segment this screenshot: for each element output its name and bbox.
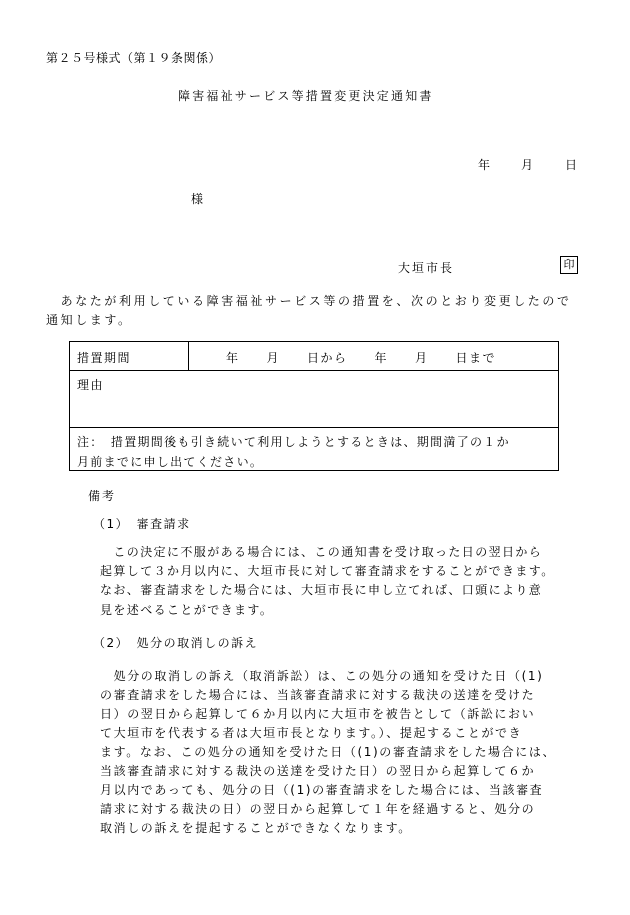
date-day-label: 日 (565, 158, 578, 172)
section1-line: 起算して３か月以内に、大垣市長に対して審査請求をすることができます。 (100, 564, 555, 579)
document-title: 障害福祉サービス等措置変更決定通知書 (178, 89, 434, 103)
section2-line: の審査請求をした場合には、当該審査請求に対する裁決の送達を受けた (100, 688, 536, 702)
date-year-label: 年 (478, 158, 491, 172)
section2-line: 取消しの訴えを提起することができなくなります。 (100, 821, 412, 835)
period-label: 措置期間 (77, 351, 132, 365)
period-row (70, 342, 558, 371)
section2-line: 当該審査請求に対する裁決の送達を受けた日）の翌日から起算して６か (100, 764, 536, 778)
section2-line: て大垣市を代表する者は大垣市長となります。）、提起することができ (100, 726, 523, 740)
form-number: 第２５号様式（第１９条関係） (46, 51, 222, 65)
lead-line: あなたが利用している障害福祉サービス等の措置を、次のとおり変更したので (46, 294, 572, 308)
section2-heading: （2） 処分の取消しの訴え (93, 636, 259, 650)
seal-box: 印 (560, 256, 578, 274)
section2-line: 処分の取消しの訴え（取消訴訟）は、この処分の通知を受けた日（(1) (100, 669, 544, 683)
lead-paragraph (46, 292, 572, 330)
remarks-heading: 備考 (88, 489, 117, 503)
section2-line: ます。なお、この処分の通知を受けた日（(1)の審査請求をした場合には、 (100, 745, 557, 759)
section1-heading: （1） 審査請求 (93, 517, 191, 531)
addressee-suffix: 様 (191, 192, 204, 206)
issuer-name: 大垣市長 (398, 261, 455, 275)
period-value: 年 月 日から 年 月 日まで (226, 351, 497, 365)
note-line: 月前までに申し出てください。 (77, 455, 264, 469)
section1-line: 見を述べることができます。 (100, 602, 274, 617)
section2-line: 月以内であっても、処分の日（(1)の審査請求をした場合には、当該審査 (100, 783, 544, 797)
lead-line: 通知します。 (46, 313, 133, 327)
date-month-label: 月 (521, 158, 534, 172)
section1-line: この決定に不服がある場合には、この通知書を受け取った日の翌日から (100, 545, 543, 559)
measure-table (69, 341, 559, 471)
period-divider (188, 342, 189, 370)
table-note (77, 432, 510, 472)
reason-label: 理由 (77, 378, 105, 392)
section1-line: なお、審査請求をした場合には、大垣市長に申し立てれば、口頭により意 (100, 583, 543, 598)
section1-paragraph (100, 543, 555, 620)
section2-line: 日）の翌日から起算して６か月以内に大垣市を被告として（訴訟におい (100, 707, 536, 721)
reason-row (70, 370, 558, 428)
note-line: 注： 措置期間後も引き続いて利用しようとするときは、期間満了の１か (77, 435, 510, 449)
section2-paragraph (100, 667, 556, 838)
section2-line: 請求に対する裁決の日）の翌日から起算して１年を経過すると、処分の (100, 802, 536, 816)
